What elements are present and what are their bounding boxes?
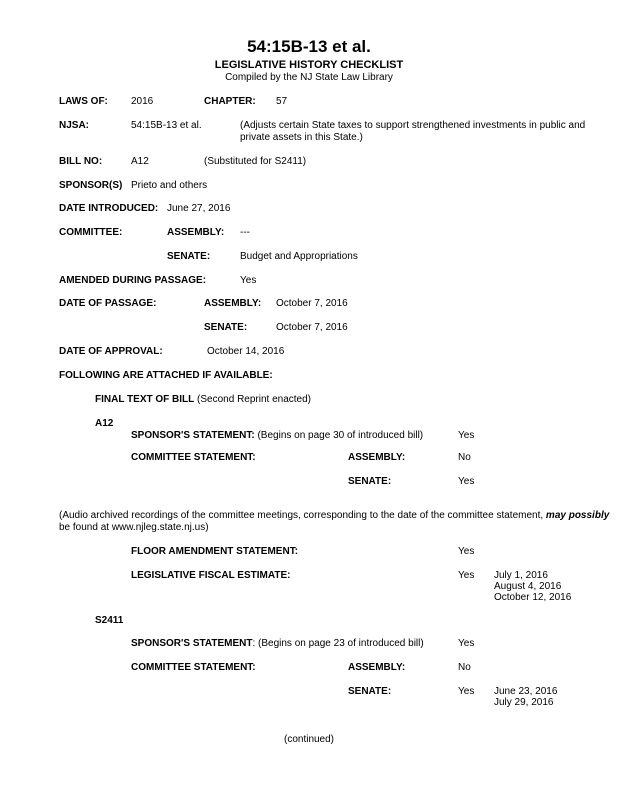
laws-of-label: LAWS OF: [59, 96, 108, 107]
s2411-senate-date: July 29, 2016 [494, 697, 554, 708]
s2411-sponsor-statement-value: Yes [458, 638, 475, 649]
fiscal-estimate-date: July 1, 2016 [494, 570, 548, 581]
s2411-sponsor-statement-row [131, 638, 424, 650]
chapter-value: 57 [276, 96, 288, 107]
s2411-committee-statement-label: COMMITTEE STATEMENT: [131, 662, 256, 673]
passage-senate-value: October 7, 2016 [276, 322, 348, 333]
date-of-approval-label: DATE OF APPROVAL: [59, 346, 163, 357]
continued-footer: (continued) [283, 734, 335, 745]
date-of-approval-value: October 14, 2016 [207, 346, 285, 357]
fiscal-estimate-date: August 4, 2016 [494, 581, 562, 592]
s2411-assembly-value: No [458, 662, 471, 673]
a12-assembly-label: ASSEMBLY: [348, 452, 406, 463]
s2411-heading: S2411 [95, 615, 124, 626]
njsa-description-line1: (Adjusts certain State taxes to support strengthened investments in public and [240, 120, 586, 131]
fiscal-estimate-label: LEGISLATIVE FISCAL ESTIMATE: [131, 570, 291, 581]
s2411-sponsor-statement-note: : (Begins on page 23 of introduced bill) [252, 638, 424, 649]
floor-amendment-label: FLOOR AMENDMENT STATEMENT: [131, 546, 299, 557]
date-introduced-label: DATE INTRODUCED: [59, 203, 159, 214]
amended-value: Yes [240, 275, 257, 286]
bill-no-value: A12 [131, 156, 149, 167]
a12-senate-value: Yes [458, 476, 475, 487]
audio-note-line2: be found at www.njleg.state.nj.us) [59, 522, 209, 533]
floor-amendment-value: Yes [458, 546, 475, 557]
a12-sponsor-statement-label: SPONSOR'S STATEMENT: [131, 430, 255, 441]
s2411-assembly-label: ASSEMBLY: [348, 662, 406, 673]
s2411-senate-label: SENATE: [348, 686, 392, 697]
final-text-note: (Second Reprint enacted) [197, 394, 312, 405]
a12-sponsor-statement-value: Yes [458, 430, 475, 441]
njsa-value: 54:15B-13 et al. [131, 120, 202, 131]
njsa-description-line2: private assets in this State.) [240, 132, 363, 143]
bill-no-note: (Substituted for S2411) [204, 156, 307, 167]
fiscal-estimate-date: October 12, 2016 [494, 592, 572, 603]
committee-senate-label: SENATE: [167, 251, 211, 262]
attached-heading: FOLLOWING ARE ATTACHED IF AVAILABLE: [59, 370, 273, 381]
compiled-by: Compiled by the NJ State Law Library [225, 72, 393, 83]
amended-label: AMENDED DURING PASSAGE: [59, 275, 207, 286]
a12-sponsor-statement-row [131, 430, 423, 442]
passage-senate-label: SENATE: [204, 322, 248, 333]
final-text-label: FINAL TEXT OF BILL [95, 394, 195, 405]
fiscal-estimate-value: Yes [458, 570, 475, 581]
audio-note-line1 [59, 510, 609, 522]
s2411-senate-value: Yes [458, 686, 475, 697]
sponsors-label: SPONSOR(S) [59, 180, 123, 191]
committee-senate-value: Budget and Appropriations [240, 251, 358, 262]
sponsors-value: Prieto and others [131, 180, 208, 191]
audio-note-text: (Audio archived recordings of the committee meetings, corresponding to the date of the committee statement, [59, 510, 546, 521]
a12-sponsor-statement-note: (Begins on page 30 of introduced bill) [257, 430, 424, 441]
committee-assembly-value: --- [240, 227, 250, 238]
laws-of-value: 2016 [131, 96, 154, 107]
njsa-label: NJSA: [59, 120, 90, 131]
document-subtitle: LEGISLATIVE HISTORY CHECKLIST [214, 59, 404, 71]
a12-heading: A12 [95, 418, 114, 429]
passage-assembly-label: ASSEMBLY: [204, 298, 262, 309]
chapter-label: CHAPTER: [204, 96, 256, 107]
audio-note-emphasis: may possibly [545, 510, 610, 521]
committee-assembly-label: ASSEMBLY: [167, 227, 225, 238]
committee-label: COMMITTEE: [59, 227, 123, 238]
date-introduced-value: June 27, 2016 [167, 203, 231, 214]
a12-senate-label: SENATE: [348, 476, 392, 487]
bill-no-label: BILL NO: [59, 156, 103, 167]
s2411-senate-date: June 23, 2016 [494, 686, 558, 697]
date-of-passage-label: DATE OF PASSAGE: [59, 298, 157, 309]
final-text-row [95, 394, 311, 406]
a12-assembly-value: No [458, 452, 471, 463]
passage-assembly-value: October 7, 2016 [276, 298, 348, 309]
document-title: 54:15B-13 et al. [247, 37, 371, 56]
a12-committee-statement-label: COMMITTEE STATEMENT: [131, 452, 256, 463]
s2411-sponsor-statement-label: SPONSOR'S STATEMENT [131, 638, 253, 649]
